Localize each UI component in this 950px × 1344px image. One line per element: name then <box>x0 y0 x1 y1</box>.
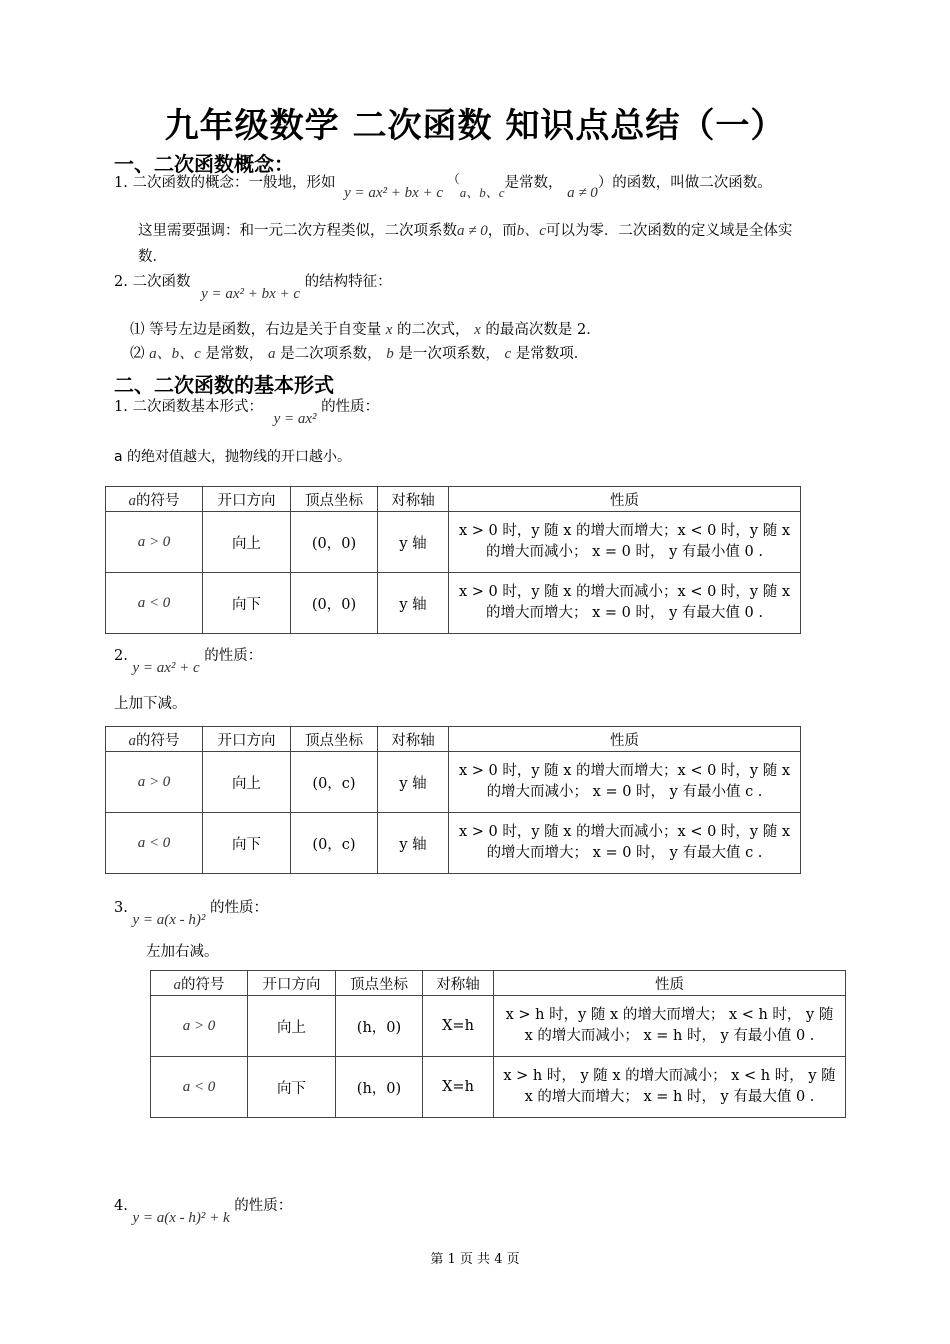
text: 2. 二次函数 <box>114 274 191 290</box>
form-3-heading <box>114 898 268 928</box>
header-axis: 对称轴 <box>378 487 449 512</box>
formula-form-4: y = a(x - h)² + k <box>132 1210 230 1226</box>
var-x: x <box>474 322 481 338</box>
cell-axis: y 轴 <box>378 752 449 813</box>
var-x: x <box>385 322 393 338</box>
header-property: 性质 <box>494 971 846 996</box>
cell-property <box>449 512 801 573</box>
header-axis: 对称轴 <box>378 727 449 752</box>
header-open: 开口方向 <box>203 487 291 512</box>
text: 2. <box>114 648 128 664</box>
cell-open: 向上 <box>203 752 291 813</box>
text: 这里需要强调：和一元二次方程类似，二次项系数 <box>138 223 457 239</box>
text: ⑵ <box>130 346 145 362</box>
var-a: a <box>128 732 136 749</box>
text: 的增大而增大； x = 0 时， y 有最大值 c . <box>486 845 763 861</box>
var-a: a <box>173 976 181 993</box>
formula-abc: a、b、c <box>149 346 201 362</box>
header-vertex: 顶点坐标 <box>291 727 378 752</box>
formula-condition: a ≠ 0 <box>567 185 598 201</box>
form-4-heading <box>114 1196 293 1226</box>
cell-axis: y 轴 <box>378 813 449 874</box>
header-sign <box>151 971 248 996</box>
text: x 的增大而增大； x = h 时， y 有最大值 0 . <box>524 1089 815 1105</box>
properties-table-1 <box>105 486 801 634</box>
text: 的性质： <box>234 1198 293 1214</box>
formula-form-1: y = ax² <box>273 411 317 427</box>
text: 的符号 <box>181 976 225 993</box>
cell-property <box>494 996 846 1057</box>
cell-vertex: (h，0) <box>336 996 423 1057</box>
cell-open: 向下 <box>203 573 291 634</box>
header-sign <box>106 487 203 512</box>
header-property: 性质 <box>449 727 801 752</box>
text: x > h 时， y 随 x 的增大而减小； x < h 时， y 随 <box>503 1068 836 1084</box>
text: 4. <box>114 1198 128 1214</box>
text: 的性质： <box>209 900 268 916</box>
cell-axis: X=h <box>423 996 494 1057</box>
formula-abc: a、b、c <box>459 185 505 200</box>
text: 数． <box>138 249 167 265</box>
cell-axis: y 轴 <box>378 573 449 634</box>
table-row <box>151 996 846 1057</box>
formula-general: y = ax² + bx + c <box>344 185 444 201</box>
structure-paragraph <box>114 272 392 302</box>
text: x 的增大而减小； x = h 时， y 有最小值 0 . <box>524 1028 815 1044</box>
table-row <box>106 512 801 573</box>
section-heading-concept: 一、二次函数概念： <box>114 152 294 176</box>
form-1-heading <box>114 397 380 427</box>
form-1-note: a 的绝对值越大，抛物线的开口越小。 <box>114 449 352 465</box>
text: 1. 二次函数的概念：一般地，形如 <box>114 175 336 191</box>
text: x > 0 时，y 随 x 的增大而增大；x < 0 时，y 随 x <box>458 763 791 779</box>
text: x > h 时，y 随 x 的增大而增大； x < h 时， y 随 <box>505 1007 834 1023</box>
header-sign <box>106 727 203 752</box>
text: 是常数项． <box>515 346 589 362</box>
definition-paragraph <box>114 172 772 201</box>
page-footer: 第 1 页 共 4 页 <box>430 1252 520 1267</box>
table-row <box>106 813 801 874</box>
header-open: 开口方向 <box>248 971 336 996</box>
cell-open: 向下 <box>203 813 291 874</box>
formula-general: y = ax² + bx + c <box>201 286 301 302</box>
text: 3. <box>114 900 128 916</box>
form-2-note: 上加下减。 <box>114 696 187 712</box>
text: 的增大而减小； x = 0 时， y 有最小值 c . <box>486 784 763 800</box>
cell-axis: y 轴 <box>378 512 449 573</box>
formula-form-3: y = a(x - h)² <box>132 912 206 928</box>
structure-item-2 <box>130 344 588 364</box>
form-2-heading <box>114 646 263 676</box>
header-open: 开口方向 <box>203 727 291 752</box>
table-row <box>106 573 801 634</box>
formula-condition: a ≠ 0 <box>457 223 488 239</box>
form-3-note: 左加右减。 <box>146 944 219 960</box>
text: 可以为零．二次函数的定义域是全体实 <box>545 223 793 239</box>
header-vertex: 顶点坐标 <box>336 971 423 996</box>
cell-property <box>494 1057 846 1118</box>
cell-sign: a > 0 <box>106 752 203 813</box>
header-property: 性质 <box>449 487 801 512</box>
text: 是二次项系数， <box>280 346 382 362</box>
text: 的结构特征： <box>304 274 392 290</box>
emphasis-paragraph <box>138 218 890 270</box>
var-a: a <box>268 346 276 362</box>
cell-sign: a < 0 <box>106 813 203 874</box>
table-row <box>151 1057 846 1118</box>
text: ）的函数，叫做二次函数。 <box>597 175 772 191</box>
properties-table-3 <box>150 970 846 1118</box>
properties-table-2 <box>105 726 801 874</box>
text: x > 0 时，y 随 x 的增大而减小；x < 0 时，y 随 x <box>458 824 791 840</box>
cell-vertex: (0，0) <box>291 573 378 634</box>
text: 的性质： <box>204 648 263 664</box>
cell-vertex: (0，c) <box>291 752 378 813</box>
text: 是常数， <box>504 175 563 191</box>
var-a: a <box>128 492 136 509</box>
formula-bc: b、c <box>516 223 546 239</box>
text: x > 0 时，y 随 x 的增大而增大；x < 0 时，y 随 x <box>458 523 791 539</box>
text: ⑴ 等号左边是函数，右边是关于自变量 <box>130 322 382 338</box>
cell-open: 向下 <box>248 1057 336 1118</box>
text: 的二次式， <box>397 322 470 338</box>
cell-property <box>449 752 801 813</box>
cell-sign: a < 0 <box>106 573 203 634</box>
text: ，而 <box>487 223 517 239</box>
text: 的性质： <box>321 399 380 415</box>
cell-property <box>449 573 801 634</box>
section-heading-basic-forms: 二、二次函数的基本形式 <box>114 373 334 397</box>
text: 1. 二次函数基本形式： <box>114 399 263 415</box>
table-row <box>106 752 801 813</box>
text: 的增大而减小； x = 0 时， y 有最小值 0 . <box>486 544 763 560</box>
structure-item-1 <box>130 320 601 340</box>
header-vertex: 顶点坐标 <box>291 487 378 512</box>
text: 的符号 <box>136 732 180 749</box>
cell-property <box>449 813 801 874</box>
text: x > 0 时，y 随 x 的增大而减小；x < 0 时，y 随 x <box>458 584 791 600</box>
cell-open: 向上 <box>203 512 291 573</box>
cell-open: 向上 <box>248 996 336 1057</box>
formula-form-2: y = ax² + c <box>132 660 200 676</box>
cell-vertex: (0，0) <box>291 512 378 573</box>
text: 是常数， <box>205 346 264 362</box>
var-c: c <box>504 346 512 362</box>
var-b: b <box>386 346 394 362</box>
cell-vertex: (h，0) <box>336 1057 423 1118</box>
page-title: 九年级数学 二次函数 知识点总结（一） <box>164 106 786 146</box>
text: 是一次项系数， <box>398 346 500 362</box>
text: 的符号 <box>136 492 180 509</box>
cell-sign: a > 0 <box>151 996 248 1057</box>
text: 的最高次数是 2． <box>485 322 601 338</box>
cell-vertex: (0，c) <box>291 813 378 874</box>
cell-sign: a > 0 <box>106 512 203 573</box>
cell-axis: X=h <box>423 1057 494 1118</box>
text: （ <box>447 172 460 186</box>
header-axis: 对称轴 <box>423 971 494 996</box>
cell-sign: a < 0 <box>151 1057 248 1118</box>
text: 的增大而增大； x = 0 时， y 有最大值 0 . <box>486 605 763 621</box>
